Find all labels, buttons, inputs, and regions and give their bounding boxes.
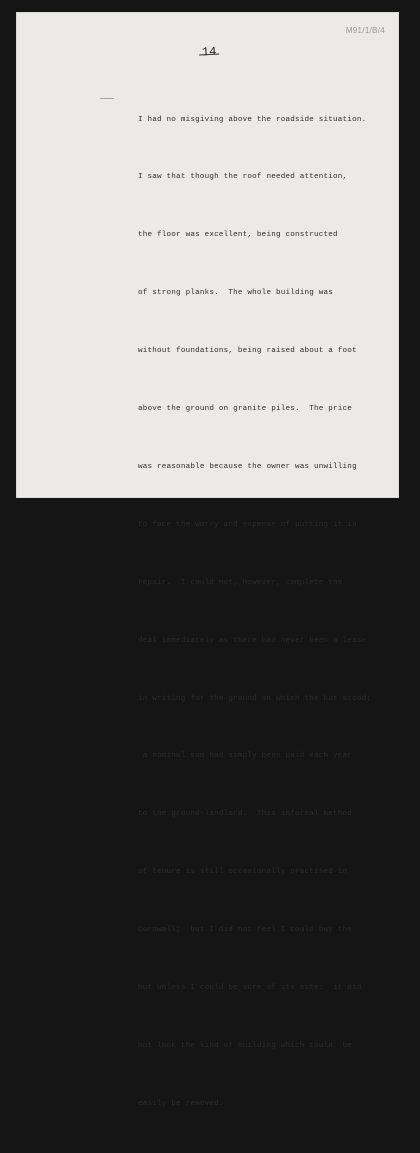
text-line: of strong planks. The whole building was [138, 289, 334, 298]
text-line: a nominal sum had simply been paid each year [138, 752, 353, 761]
text-line: without foundations, being raised about a foot [138, 347, 357, 356]
text-line: repair. I could not, however, complete the [138, 578, 343, 587]
text-line: in writing for the ground on which the hut stood; [138, 694, 372, 703]
document-page [16, 12, 399, 1108]
text-line: was reasonable because the owner was unwilling [138, 462, 357, 471]
text-line: not look the kind of building which could be [138, 1041, 353, 1050]
text-line: deal immediately as there had never been a lease [138, 636, 367, 645]
text-line: to face the worry and expense of putting it in [138, 520, 357, 529]
text-line: of tenure is still occasionally practised in [138, 868, 348, 877]
text-line: hut unless I could be sure of its site: it did [138, 983, 362, 992]
page-number [202, 45, 217, 60]
text-line: I saw that though the roof needed attention, [138, 173, 348, 182]
archive-reference: M91/1/B/4 [345, 26, 385, 35]
text-line: the floor was excellent, being constructed [138, 231, 338, 240]
margin-mark [100, 98, 114, 99]
text-line: I had no misgiving above the roadside situation. [138, 115, 367, 124]
body-text [138, 72, 388, 1153]
text-line: above the ground on granite piles. The price [138, 405, 353, 414]
text-line: easily be removed. [138, 1099, 224, 1108]
page-number-text: 14 [201, 44, 217, 60]
text-line: Cornwall; but I did not feel I could buy the [138, 926, 353, 935]
text-line: to the ground-landlord. This informal method [138, 810, 353, 819]
